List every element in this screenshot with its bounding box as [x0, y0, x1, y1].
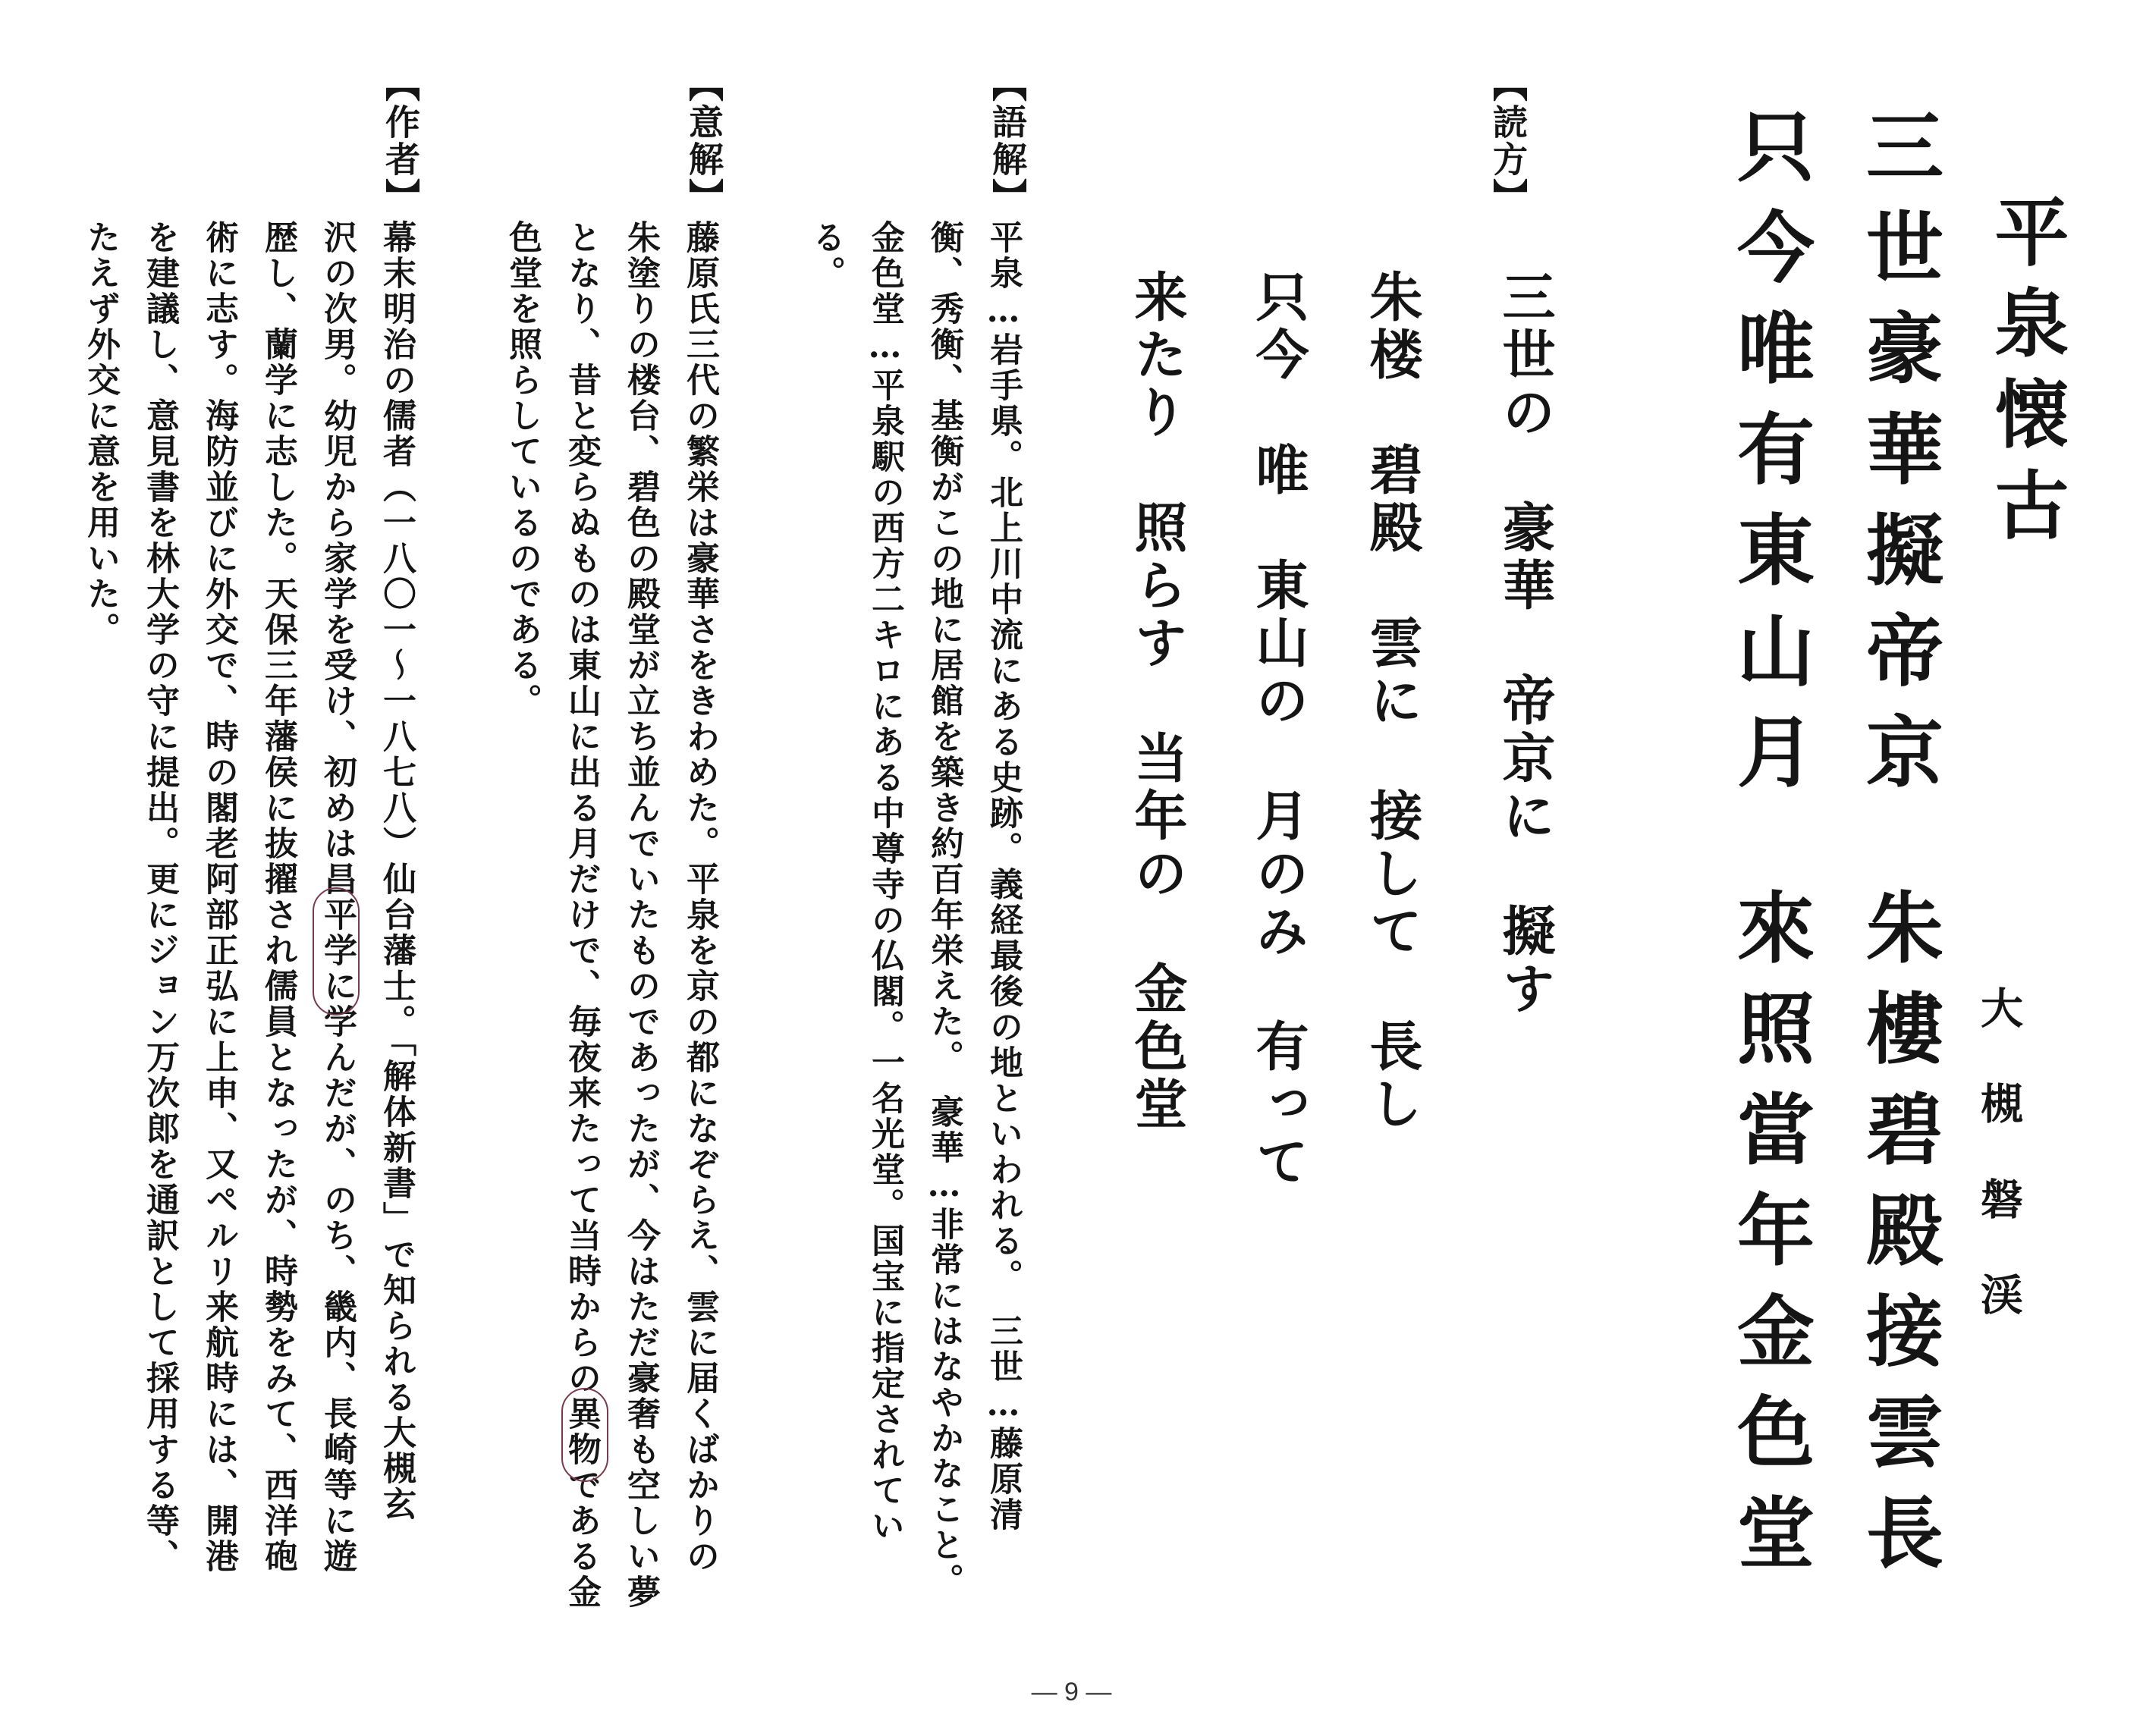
reading-line-4: 来たり 照らす 当年の 金色堂	[1126, 269, 1189, 1134]
sakusha-line-3: 歴し、蘭学に志した。天保三年藩侯に抜擢され儒員となったが、時勢をみて、西洋砲	[259, 220, 297, 1574]
poem-author: 大槻磐渓	[1974, 986, 2024, 1368]
ikai-line-4: 色堂を照らしているのである。	[503, 220, 542, 719]
section-heading-sakusha: 【作者】	[380, 67, 421, 215]
sakusha-line-1: 幕末明治の儒者（一八〇一〜一八七八）仙台藩士。「解体新書」で知られる大槻玄	[377, 220, 416, 1522]
reading-line-2: 朱楼 碧殿 雲に 接して 長し	[1361, 269, 1424, 1134]
section-heading-ikai: 【意解】	[683, 67, 724, 215]
ink-circle-mark	[561, 1388, 608, 1482]
reading-line-1: 三世の 豪華 帝京に 擬す	[1494, 269, 1557, 1019]
ikai-line-3: となり、昔と変らぬものは東山に出る月だけで、毎夜来たって当時からの異物である金	[562, 220, 601, 1610]
page-number: — 9 —	[1031, 1678, 1112, 1706]
poem-line-4: 來照當年金色堂	[1724, 887, 1815, 1593]
sakusha-line-2: 沢の次男。幼児から家学を受け、初めは昌平学に学んだが、のち、畿内、長崎等に遊	[318, 220, 357, 1574]
reading-line-3: 只今 唯 東山の 月のみ 有って	[1247, 269, 1310, 1191]
poem-title: 平泉懐古	[1982, 193, 2069, 557]
section-heading-yomikata: 【読方】	[1488, 67, 1529, 215]
gokai-line-1: 平泉…岩手県。北上川中流にある史跡。義経最後の地といわれる。 三世…藤原清	[984, 220, 1023, 1533]
gokai-line-4: る。	[806, 220, 845, 291]
ikai-line-1: 藤原氏三代の繁栄は豪華さをきわめた。平泉を京の都になぞらえ、雲に届くばかりの	[680, 220, 719, 1574]
section-heading-gokai: 【語解】	[987, 67, 1028, 215]
ink-circle-mark	[313, 887, 360, 1016]
sakusha-line-6: たえず外交に意を用いた。	[81, 220, 120, 648]
sakusha-line-4: 術に志す。海防並びに外交で、時の閣老阿部正弘に上申、又ペルリ来航時には、開港	[200, 220, 238, 1574]
gokai-line-3: 金色堂…平泉駅の西方二キロにある中尊寺の仏閣。一名光堂。国宝に指定されてい	[866, 220, 904, 1544]
poem-line-2: 只今唯有東山月	[1724, 106, 1815, 812]
poem-line-1: 三世豪華擬帝京	[1853, 106, 1944, 812]
sakusha-line-5: を建議し、意見書を林大学の守に提出。更にジョン万次郎を通訳として採用する等、	[140, 220, 179, 1574]
gokai-line-2: 衡、秀衡、基衡がこの地に居館を築き約百年栄えた。 豪華…非常にはなやかなこと。	[925, 220, 963, 1599]
poem-line-3: 朱樓碧殿接雲長	[1853, 887, 1944, 1593]
ikai-line-2: 朱塗りの楼台、碧色の殿堂が立ち並んでいたものであったが、今はただ豪奢も空しい夢	[621, 220, 660, 1610]
